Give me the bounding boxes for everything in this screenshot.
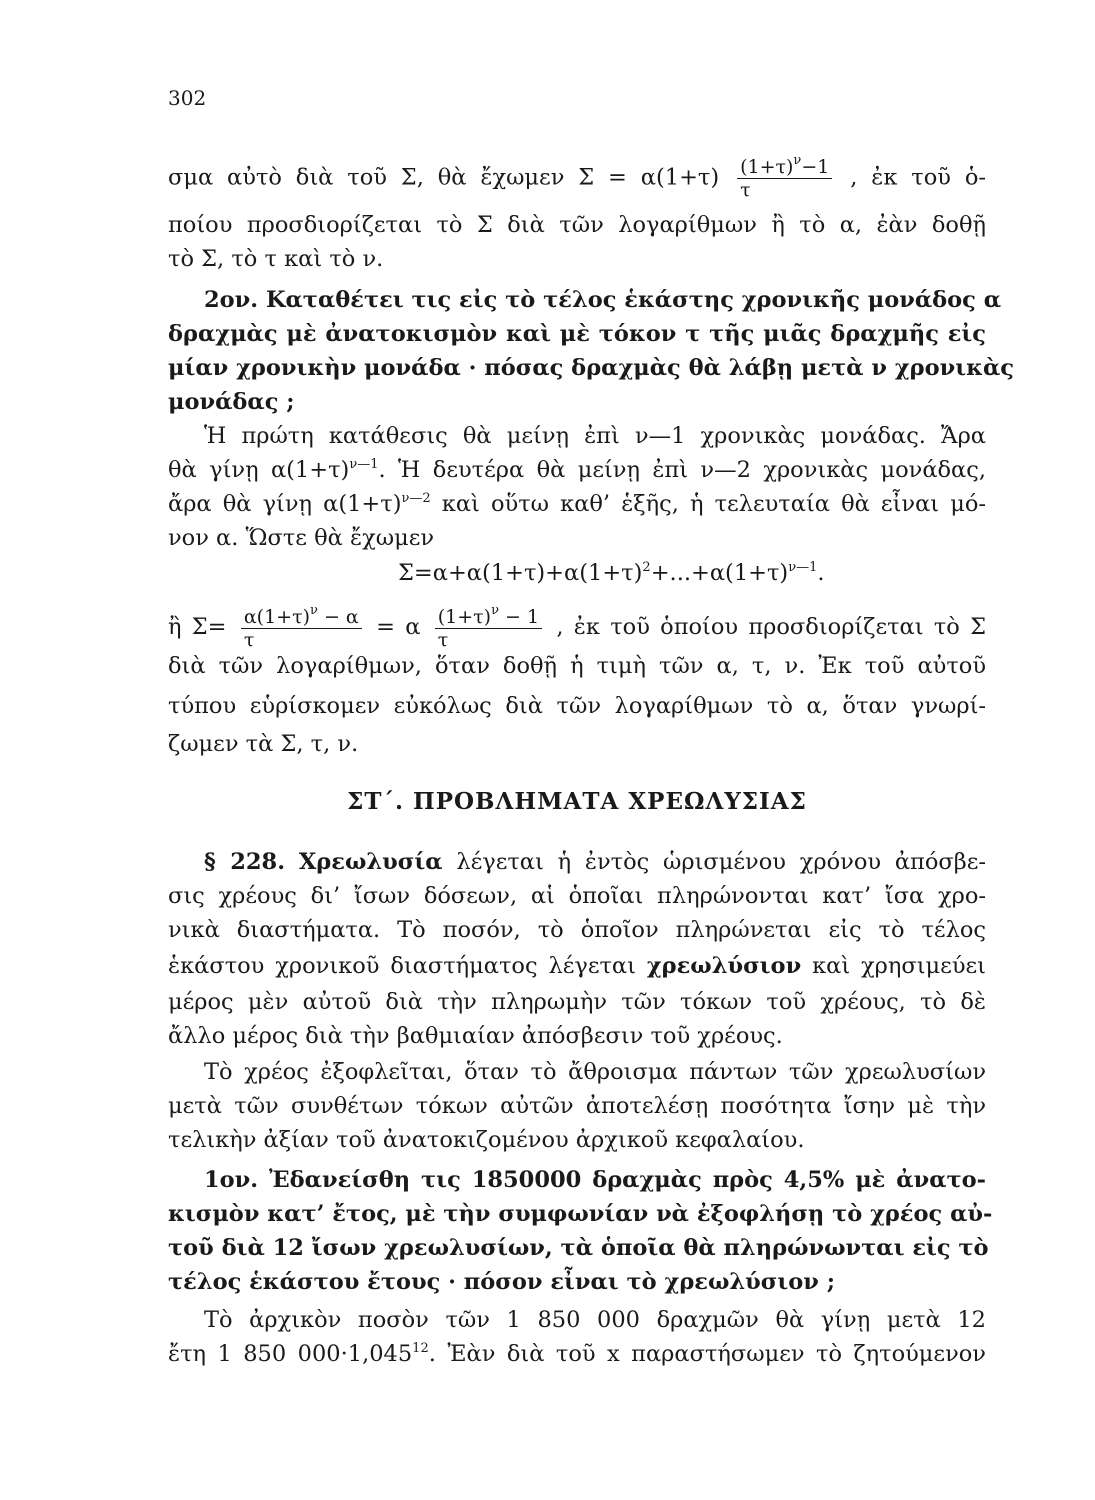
text-line <box>168 454 986 486</box>
text-line: σις χρέους δι’ ἴσων δόσεων, αἱ ὁποῖαι πληρώνονται κατ’ ἴσα χρο- <box>168 883 986 909</box>
exponent: ν—1 <box>349 457 379 472</box>
text-line: νον α. Ὥστε θὰ ἔχωμεν <box>168 525 435 551</box>
text-line <box>168 153 986 201</box>
text-span: ἔτη 1 850 000·1,045 <box>168 1341 413 1367</box>
text-line: Τὸ ἀρχικὸν ποσὸν τῶν 1 850 000 δραχμῶν θὰ γίνῃ μετὰ 12 <box>204 1307 986 1333</box>
text-line: μέρος μὲν αὐτοῦ διὰ τὴν πληρωμὴν τῶν τόκων τοῦ χρέους, τὸ δὲ <box>168 989 986 1015</box>
math-text: Σ=α+α(1+τ)+α(1+τ) <box>398 560 643 586</box>
exponent: ν <box>793 153 802 168</box>
paragraph-number: § 228. <box>204 849 286 875</box>
exponent: 2 <box>642 560 651 575</box>
fraction-denominator: τ <box>437 628 449 651</box>
text-span: . Ἐὰν διὰ τοῦ x παραστήσωμεν τὸ ζητούμενον <box>428 1341 986 1367</box>
math-text: (1+τ) <box>740 156 794 178</box>
exponent: 12 <box>412 1341 429 1356</box>
fraction-numerator <box>435 602 542 629</box>
fraction <box>435 602 542 651</box>
text-line: ποίου προσδιορίζεται τὸ Σ διὰ τῶν λογαρίθμων ἢ τὸ α, ἐὰν δοθῇ <box>168 212 986 238</box>
text-line: νικὰ διαστήματα. Τὸ ποσόν, τὸ ὁποῖον πληρώνεται εἰς τὸ τέλος <box>168 917 986 943</box>
math-text: −1 <box>801 156 830 178</box>
problem-line: τέλος ἑκάστου ἔτους · πόσον εἶναι τὸ χρεωλύσιον ; <box>168 1269 836 1295</box>
defined-term: χρεωλύσιον <box>646 953 802 979</box>
text-line: τύπου εὑρίσκομεν εὐκόλως διὰ τῶν λογαρίθμων τὸ α, ὅταν γνωρί- <box>168 693 986 719</box>
text-span: καὶ χρησιμεύει <box>801 953 986 979</box>
page-number: 302 <box>168 86 207 110</box>
text-span: , ἐκ τοῦ ὁ- <box>850 164 986 191</box>
math-text: +...+α(1+τ) <box>650 560 789 586</box>
text-line <box>168 950 986 982</box>
fraction-denominator: τ <box>740 179 751 201</box>
exponent: ν—1 <box>788 560 818 575</box>
text-line: τελικὴν ἀξίαν τοῦ ἀνατοκιζομένου ἀρχικοῦ κεφαλαίου. <box>168 1127 805 1153</box>
text-span: ἑκάστου χρονικοῦ διαστήματος λέγεται <box>168 953 647 979</box>
exponent: ν <box>491 602 499 618</box>
problem-line: μίαν χρονικὴν μονάδα · πόσας δραχμὰς θὰ λάβῃ μετὰ ν χρονικὰς <box>168 355 1014 381</box>
math-text: α(1+τ) <box>243 605 311 628</box>
text-line: διὰ τῶν λογαρίθμων, ὅταν δοθῇ ἡ τιμὴ τῶν α, τ, ν. Ἐκ τοῦ αὐτοῦ <box>168 653 986 679</box>
math-text: ἢ Σ= <box>168 614 227 640</box>
text-line: μετὰ τῶν συνθέτων τόκων αὐτῶν ἀποτελέσῃ ποσότητα ἴσην μὲ τὴν <box>168 1093 986 1119</box>
math-text: − α <box>317 605 359 628</box>
problem-line: κισμὸν κατ’ ἔτος, μὲ τὴν συμφωνίαν νὰ ἐξοφλήσῃ τὸ χρέος αὐ- <box>168 1201 993 1227</box>
text-span: καὶ οὕτω καθ’ ἑξῆς, ἡ τελευταία θὰ εἶναι μό- <box>430 491 986 517</box>
fraction-denominator: τ <box>243 628 255 651</box>
text-line: τὸ Σ, τὸ τ καὶ τὸ ν. <box>168 246 384 272</box>
text-line: ἄλλο μέρος διὰ τὴν βαθμιαίαν ἀπόσβεσιν τοῦ χρέους. <box>168 1023 783 1049</box>
math-text: − 1 <box>498 605 540 628</box>
exponent: ν—2 <box>401 491 431 506</box>
text-line: ζωμεν τὰ Σ, τ, ν. <box>168 731 359 757</box>
problem-line: 2ον. Καταθέτει τις εἰς τὸ τέλος ἑκάστης χρονικῆς μονάδος α <box>204 287 1002 313</box>
text-line <box>204 846 986 878</box>
problem-line: 1ον. Ἐδανείσθη τις 1850000 δραχμὰς πρὸς 4,5% μὲ ἀνατο- <box>204 1167 986 1193</box>
text-line: Ἡ πρώτη κατάθεσις θὰ μείνῃ ἐπὶ ν—1 χρονικὰς μονάδας. Ἄρα <box>204 423 986 449</box>
problem-line: μονάδας ; <box>168 389 295 415</box>
text-line <box>168 488 986 520</box>
section-heading: ΣΤ΄. ΠΡΟΒΛΗΜΑΤΑ ΧΡΕΩΛΥΣΙΑΣ <box>347 788 807 815</box>
defined-term: Χρεωλυσία <box>298 849 443 875</box>
text-span: , ἐκ τοῦ ὁποίου προσδιορίζεται τὸ Σ <box>556 614 987 640</box>
text-line: Τὸ χρέος ἐξοφλεῖται, ὅταν τὸ ἄθροισμα πάντων τῶν χρεωλυσίων <box>204 1059 986 1085</box>
text-span: λέγεται ἡ ἐντὸς ὡρισμένου χρόνου ἀπόσβε- <box>442 849 987 875</box>
math-text: = α <box>376 614 421 640</box>
fraction-numerator <box>241 602 362 629</box>
fraction-numerator <box>737 153 832 179</box>
problem-line: τοῦ διὰ 12 ἴσων χρεωλυσίων, τὰ ὁποῖα θὰ πληρώνωνται εἰς τὸ <box>168 1235 989 1261</box>
fraction <box>737 153 832 201</box>
text-span: . Ἡ δευτέρα θὰ μείνῃ ἐπὶ ν—2 χρονικὰς μονάδας, <box>378 457 987 483</box>
math-text: . <box>817 560 825 586</box>
fraction-formula-line <box>168 604 986 651</box>
sum-formula <box>398 560 825 586</box>
math-text: (1+τ) <box>437 605 492 628</box>
fraction <box>241 602 362 651</box>
text-span: ἄρα θὰ γίνῃ α(1+τ) <box>168 491 402 517</box>
text-line <box>168 1338 986 1370</box>
text-span: σμα αὐτὸ διὰ τοῦ Σ, θὰ ἔχωμεν Σ = α(1+τ) <box>168 164 720 191</box>
text-span: θὰ γίνῃ α(1+τ) <box>168 457 350 483</box>
exponent: ν <box>310 602 318 618</box>
problem-line: δραχμὰς μὲ ἀνατοκισμὸν καὶ μὲ τόκον τ τῆς μιᾶς δραχμῆς εἰς <box>168 321 986 347</box>
